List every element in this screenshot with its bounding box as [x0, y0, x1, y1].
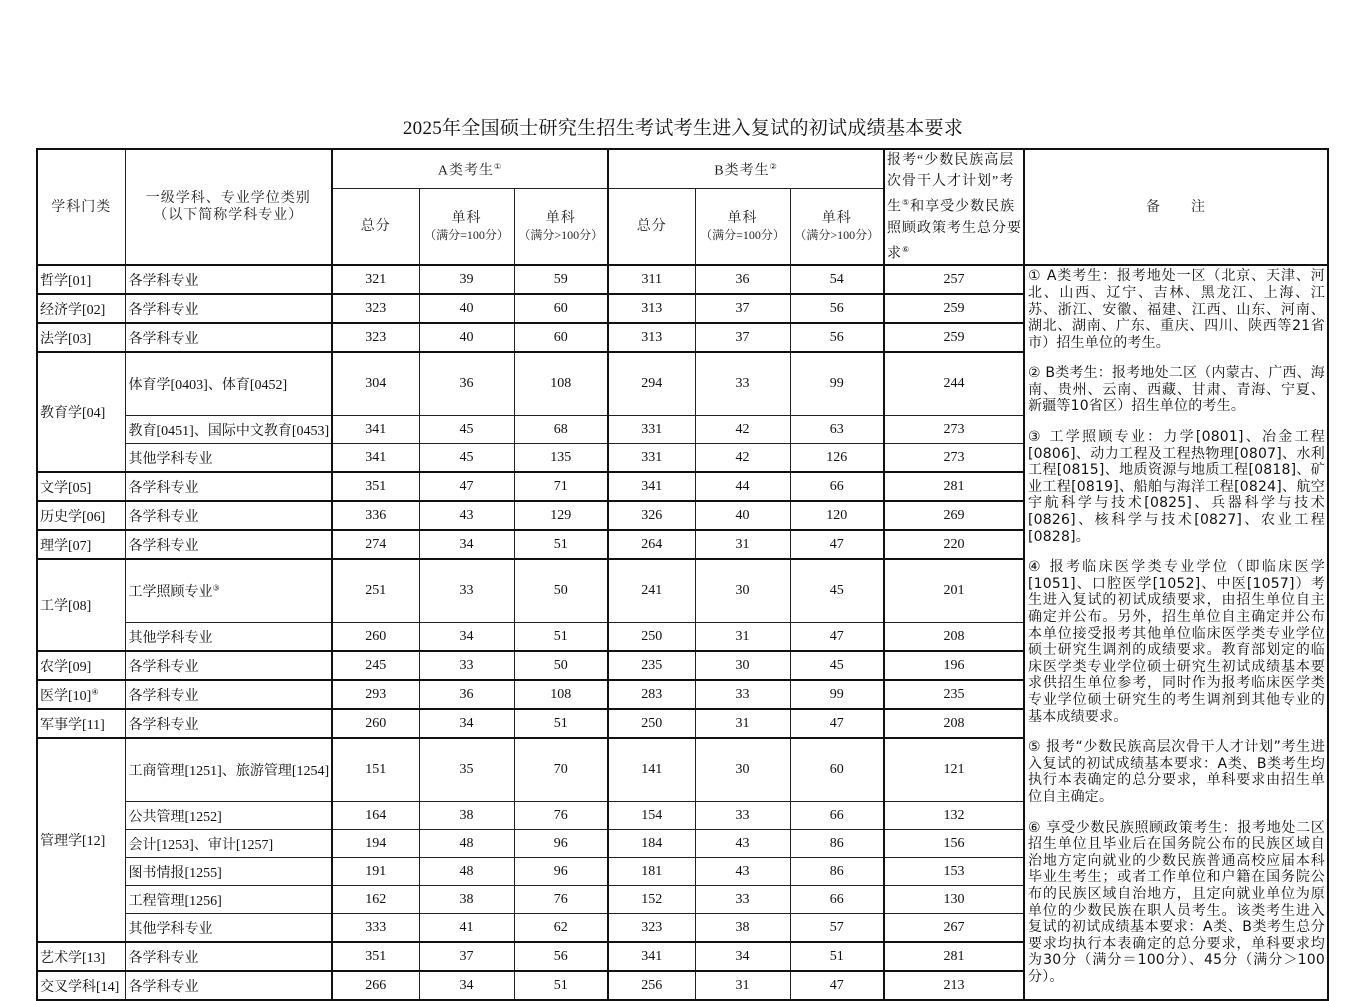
subject-label: 会计[1253]、审计[1257] — [128, 837, 274, 853]
subject-cell — [125, 830, 332, 858]
b-sgt-cell: 47 — [790, 623, 884, 652]
b-total-cell: 294 — [608, 352, 695, 416]
b-s100-cell: 40 — [695, 501, 790, 530]
a-s100-cell: 34 — [419, 623, 514, 652]
a-total-cell: 260 — [332, 623, 419, 652]
b-sgt-cell: 51 — [790, 942, 884, 971]
header-single-label: 单科 — [451, 210, 482, 226]
header-b-total: 总分 — [608, 189, 695, 266]
a-total-cell: 164 — [332, 802, 419, 830]
subject-label: 其他学科专业 — [128, 630, 213, 646]
a-s100-cell: 39 — [419, 265, 514, 294]
table-row — [37, 265, 1328, 294]
b-sgt-cell: 47 — [790, 709, 884, 738]
header-single-note: （满分=100分） — [700, 227, 785, 242]
category-cell — [37, 559, 125, 651]
a-s100-cell: 37 — [419, 942, 514, 971]
header-a-total: 总分 — [332, 189, 419, 266]
b-s100-cell: 43 — [695, 858, 790, 886]
minority-cell: 235 — [884, 680, 1024, 709]
b-total-cell: 250 — [608, 709, 695, 738]
subject-label: 工商管理[1251]、旅游管理[1254] — [128, 764, 330, 780]
a-sgt-cell: 70 — [514, 738, 608, 802]
a-s100-cell: 36 — [419, 680, 514, 709]
header-subject-line2: （以下简称学科专业） — [153, 208, 304, 224]
subject-label: 各学科专业 — [128, 717, 199, 733]
header-group-a-label: A类考生 — [437, 163, 494, 179]
category-label: 交叉学科[14] — [40, 979, 120, 995]
b-total-cell: 152 — [608, 886, 695, 914]
a-s100-cell: 45 — [419, 416, 514, 444]
header-single-label: 单科 — [821, 210, 852, 226]
remark-note: ① A类考生：报考地处一区（北京、天津、河北、山西、辽宁、吉林、黑龙江、上海、江苏、浙江、安徽、福建、江西、山东、河南、湖北、湖南、广东、重庆、四川、陕西等21省市）招生单位的考生。 — [1028, 268, 1325, 351]
b-sgt-cell: 86 — [790, 830, 884, 858]
b-total-cell: 313 — [608, 294, 695, 323]
subject-cell — [125, 738, 332, 802]
minority-cell: 257 — [884, 265, 1024, 294]
a-total-cell: 323 — [332, 323, 419, 352]
minority-cell: 259 — [884, 294, 1024, 323]
a-total-cell: 341 — [332, 416, 419, 444]
a-total-cell: 341 — [332, 444, 419, 473]
subject-label: 教育[0451]、国际中文教育[0453] — [128, 423, 330, 439]
b-s100-cell: 42 — [695, 416, 790, 444]
b-sgt-cell: 56 — [790, 323, 884, 352]
a-total-cell: 245 — [332, 651, 419, 680]
header-single-note: （满分>100分） — [518, 227, 604, 242]
category-label: 文学[05] — [40, 480, 92, 496]
b-s100-cell: 31 — [695, 709, 790, 738]
b-s100-cell: 33 — [695, 680, 790, 709]
a-s100-cell: 45 — [419, 444, 514, 473]
minority-cell: 273 — [884, 416, 1024, 444]
a-sgt-cell: 51 — [514, 709, 608, 738]
minority-cell: 132 — [884, 802, 1024, 830]
b-total-cell: 283 — [608, 680, 695, 709]
a-total-cell: 323 — [332, 294, 419, 323]
a-s100-cell: 40 — [419, 294, 514, 323]
b-total-cell: 311 — [608, 265, 695, 294]
subject-cell — [125, 472, 332, 501]
b-s100-cell: 31 — [695, 971, 790, 1000]
category-cell — [37, 709, 125, 738]
footnote-marker: ① — [493, 162, 503, 172]
b-s100-cell: 30 — [695, 738, 790, 802]
b-total-cell: 181 — [608, 858, 695, 886]
minority-cell: 208 — [884, 623, 1024, 652]
category-label: 工学[08] — [40, 599, 92, 615]
a-total-cell: 304 — [332, 352, 419, 416]
header-subject-line1: 一级学科、专业学位类别 — [145, 191, 311, 207]
a-s100-cell: 34 — [419, 709, 514, 738]
a-sgt-cell: 51 — [514, 623, 608, 652]
b-sgt-cell: 120 — [790, 501, 884, 530]
a-total-cell: 293 — [332, 680, 419, 709]
a-sgt-cell: 60 — [514, 294, 608, 323]
b-s100-cell: 44 — [695, 472, 790, 501]
subject-cell — [125, 559, 332, 623]
a-s100-cell: 43 — [419, 501, 514, 530]
category-cell — [37, 265, 125, 294]
subject-label: 各学科专业 — [128, 302, 199, 318]
a-sgt-cell: 56 — [514, 942, 608, 971]
subject-cell — [125, 680, 332, 709]
b-total-cell: 184 — [608, 830, 695, 858]
b-s100-cell: 34 — [695, 942, 790, 971]
remarks-cell — [1024, 265, 1328, 1000]
b-total-cell: 241 — [608, 559, 695, 623]
subject-cell — [125, 352, 332, 416]
a-sgt-cell: 51 — [514, 971, 608, 1000]
b-s100-cell: 38 — [695, 914, 790, 943]
a-s100-cell: 33 — [419, 651, 514, 680]
b-sgt-cell: 66 — [790, 802, 884, 830]
minority-cell: 281 — [884, 472, 1024, 501]
a-sgt-cell: 50 — [514, 559, 608, 623]
header-remarks: 备 注 — [1024, 149, 1328, 265]
a-s100-cell: 48 — [419, 858, 514, 886]
b-s100-cell: 31 — [695, 530, 790, 559]
header-single-label: 单科 — [545, 210, 576, 226]
b-s100-cell: 31 — [695, 623, 790, 652]
a-sgt-cell: 108 — [514, 680, 608, 709]
a-s100-cell: 34 — [419, 530, 514, 559]
b-total-cell: 141 — [608, 738, 695, 802]
subject-label: 工学照顾专业 — [128, 585, 213, 601]
minority-cell: 153 — [884, 858, 1024, 886]
b-sgt-cell: 45 — [790, 651, 884, 680]
header-subject — [125, 149, 332, 265]
category-cell — [37, 651, 125, 680]
category-cell — [37, 323, 125, 352]
b-total-cell: 326 — [608, 501, 695, 530]
subject-cell — [125, 971, 332, 1000]
a-sgt-cell: 71 — [514, 472, 608, 501]
page-title: 2025年全国硕士研究生招生考试考生进入复试的初试成绩基本要求 — [402, 118, 964, 139]
score-requirements-table — [36, 148, 1329, 1001]
a-sgt-cell: 51 — [514, 530, 608, 559]
a-total-cell: 274 — [332, 530, 419, 559]
subject-cell — [125, 265, 332, 294]
category-cell — [37, 530, 125, 559]
category-label: 管理学[12] — [40, 834, 106, 850]
footnote-marker: ② — [769, 162, 778, 172]
remark-note: ④ 报考临床医学类专业学位（即临床医学[1051]、口腔医学[1052]、中医[1057]）考生进入复试的初试成绩要求，由招生单位自主确定并公布。另外，招生单位自主确定并公布本单位接受报考其他单位临床医学类专业学位硕士研究生调剂的成绩要求。教育部划定的临床医学类专业学位硕士研究生初试成绩基本要求供招生单位参考，同时作为报考临床医学类专业学位硕士研究生的考生调剂到其他专业的基本成绩要求。 — [1028, 559, 1325, 725]
b-total-cell: 341 — [608, 942, 695, 971]
a-total-cell: 351 — [332, 472, 419, 501]
a-sgt-cell: 108 — [514, 352, 608, 416]
minority-cell: 259 — [884, 323, 1024, 352]
subject-cell — [125, 942, 332, 971]
category-label: 理学[07] — [40, 538, 92, 554]
subject-cell — [125, 651, 332, 680]
b-sgt-cell: 63 — [790, 416, 884, 444]
b-sgt-cell: 45 — [790, 559, 884, 623]
a-sgt-cell: 62 — [514, 914, 608, 943]
header-single-label: 单科 — [727, 210, 758, 226]
a-s100-cell: 41 — [419, 914, 514, 943]
b-s100-cell: 30 — [695, 559, 790, 623]
a-s100-cell: 34 — [419, 971, 514, 1000]
a-sgt-cell: 129 — [514, 501, 608, 530]
header-single-note: （满分=100分） — [424, 227, 509, 242]
b-sgt-cell: 66 — [790, 886, 884, 914]
b-s100-cell: 30 — [695, 651, 790, 680]
a-sgt-cell: 76 — [514, 802, 608, 830]
a-total-cell: 251 — [332, 559, 419, 623]
b-sgt-cell: 60 — [790, 738, 884, 802]
minority-cell: 273 — [884, 444, 1024, 473]
b-s100-cell: 43 — [695, 830, 790, 858]
a-total-cell: 266 — [332, 971, 419, 1000]
subject-label: 各学科专业 — [128, 331, 199, 347]
subject-cell — [125, 323, 332, 352]
a-s100-cell: 47 — [419, 472, 514, 501]
subject-cell — [125, 416, 332, 444]
b-total-cell: 154 — [608, 802, 695, 830]
header-a-single-gt100 — [514, 189, 608, 266]
subject-cell — [125, 886, 332, 914]
category-label: 医学[10] — [40, 688, 92, 704]
minority-cell: 196 — [884, 651, 1024, 680]
footnote-marker: ⑥ — [902, 244, 911, 254]
a-sgt-cell: 76 — [514, 886, 608, 914]
subject-cell — [125, 623, 332, 652]
a-s100-cell: 38 — [419, 886, 514, 914]
b-total-cell: 331 — [608, 444, 695, 473]
a-s100-cell: 40 — [419, 323, 514, 352]
subject-label: 图书情报[1255] — [128, 865, 222, 881]
b-sgt-cell: 57 — [790, 914, 884, 943]
b-total-cell: 341 — [608, 472, 695, 501]
subject-cell — [125, 501, 332, 530]
subject-label: 各学科专业 — [128, 979, 199, 995]
category-cell — [37, 971, 125, 1000]
b-sgt-cell: 126 — [790, 444, 884, 473]
b-sgt-cell: 86 — [790, 858, 884, 886]
subject-cell — [125, 914, 332, 943]
b-total-cell: 331 — [608, 416, 695, 444]
minority-cell: 220 — [884, 530, 1024, 559]
b-total-cell: 313 — [608, 323, 695, 352]
a-total-cell: 260 — [332, 709, 419, 738]
minority-cell: 201 — [884, 559, 1024, 623]
subject-label: 各学科专业 — [128, 273, 199, 289]
header-group-b — [608, 149, 884, 189]
header-group-a — [332, 149, 608, 189]
header-a-single-100 — [419, 189, 514, 266]
b-s100-cell: 33 — [695, 352, 790, 416]
subject-label: 各学科专业 — [128, 480, 199, 496]
subject-label: 各学科专业 — [128, 950, 199, 966]
b-total-cell: 323 — [608, 914, 695, 943]
category-label: 历史学[06] — [40, 509, 106, 525]
category-label: 哲学[01] — [40, 273, 92, 289]
b-sgt-cell: 54 — [790, 265, 884, 294]
subject-label: 各学科专业 — [128, 538, 199, 554]
remark-note: ⑥ 享受少数民族照顾政策考生：报考地处二区招生单位且毕业后在国务院公布的民族区域自治地方定向就业的少数民族普通高校应届本科毕业生考生；或者工作单位和户籍在国务院公布的民族区域自治地方，且定向就业单位为原单位的少数民族在职人员考生。该类考生进入复试的初试成绩基本要求：A类、B类考生总分要求均执行本表确定的总分要求，单科要求均为30分（满分＝100分）、45分（满分＞100分）。 — [1028, 819, 1325, 985]
minority-cell: 208 — [884, 709, 1024, 738]
header-category: 学科门类 — [37, 149, 125, 265]
a-sgt-cell: 96 — [514, 858, 608, 886]
minority-cell: 281 — [884, 942, 1024, 971]
minority-cell: 213 — [884, 971, 1024, 1000]
a-sgt-cell: 68 — [514, 416, 608, 444]
category-cell — [37, 352, 125, 472]
minority-cell: 267 — [884, 914, 1024, 943]
b-sgt-cell: 47 — [790, 530, 884, 559]
b-total-cell: 264 — [608, 530, 695, 559]
b-sgt-cell: 56 — [790, 294, 884, 323]
header-minority-part1: 报考“少数民族高层次骨干人才计划”考生 — [887, 153, 1015, 215]
subject-cell — [125, 802, 332, 830]
header-minority — [884, 149, 1024, 265]
a-sgt-cell: 135 — [514, 444, 608, 473]
subject-cell — [125, 294, 332, 323]
footnote-marker: ③ — [212, 583, 220, 593]
header-minority-part2: 和享受少数民族照顾政策考生总分要求 — [887, 199, 1022, 262]
a-sgt-cell: 50 — [514, 651, 608, 680]
category-cell — [37, 501, 125, 530]
a-s100-cell: 48 — [419, 830, 514, 858]
header-group-b-label: B类考生 — [714, 163, 770, 179]
subject-cell — [125, 530, 332, 559]
a-total-cell: 321 — [332, 265, 419, 294]
a-total-cell: 191 — [332, 858, 419, 886]
a-total-cell: 194 — [332, 830, 419, 858]
category-label: 法学[03] — [40, 331, 92, 347]
a-total-cell: 162 — [332, 886, 419, 914]
category-cell — [37, 738, 125, 942]
subject-label: 其他学科专业 — [128, 451, 213, 467]
a-total-cell: 351 — [332, 942, 419, 971]
b-sgt-cell: 99 — [790, 352, 884, 416]
minority-cell: 244 — [884, 352, 1024, 416]
subject-cell — [125, 858, 332, 886]
b-sgt-cell: 47 — [790, 971, 884, 1000]
subject-label: 其他学科专业 — [128, 921, 213, 937]
b-s100-cell: 37 — [695, 294, 790, 323]
minority-cell: 121 — [884, 738, 1024, 802]
subject-label: 各学科专业 — [128, 509, 199, 525]
b-total-cell: 235 — [608, 651, 695, 680]
category-label: 教育学[04] — [40, 406, 106, 422]
header-single-note: （满分>100分） — [794, 227, 880, 242]
category-cell — [37, 680, 125, 709]
b-s100-cell: 42 — [695, 444, 790, 473]
subject-label: 工程管理[1256] — [128, 893, 222, 909]
subject-label: 公共管理[1252] — [128, 809, 222, 825]
b-total-cell: 250 — [608, 623, 695, 652]
footnote-marker: ⑤ — [902, 198, 911, 207]
subject-label: 各学科专业 — [128, 659, 199, 675]
a-sgt-cell: 96 — [514, 830, 608, 858]
category-label: 艺术学[13] — [40, 950, 106, 966]
header-b-single-100 — [695, 189, 790, 266]
category-cell — [37, 942, 125, 971]
remark-note: ⑤ 报考“少数民族高层次骨干人才计划”考生进入复试的初试成绩基本要求：A类、B类考生均执行本表确定的总分要求，单科要求由招生单位自主确定。 — [1028, 739, 1325, 805]
a-s100-cell: 35 — [419, 738, 514, 802]
b-total-cell: 256 — [608, 971, 695, 1000]
subject-label: 体育学[0403]、体育[0452] — [128, 378, 288, 394]
a-sgt-cell: 59 — [514, 265, 608, 294]
remark-note: ③ 工学照顾专业：力学[0801]、冶金工程[0806]、动力工程及工程热物理[0807]、水利工程[0815]、地质资源与地质工程[0818]、矿业工程[0819]、船舶与海洋工程[0824]、航空宇航科学与技术[0825]、兵器科学与技术[0826]、核科学与技术[0827]、农业工程[0828]。 — [1028, 429, 1325, 545]
minority-cell: 156 — [884, 830, 1024, 858]
a-s100-cell: 33 — [419, 559, 514, 623]
a-s100-cell: 36 — [419, 352, 514, 416]
a-sgt-cell: 60 — [514, 323, 608, 352]
remark-note: ② B类考生：报考地处二区（内蒙古、广西、海南、贵州、云南、西藏、甘肃、青海、宁夏、新疆等10省区）招生单位的考生。 — [1028, 365, 1326, 415]
subject-label: 各学科专业 — [128, 688, 199, 704]
header-b-single-gt100 — [790, 189, 884, 266]
b-s100-cell: 33 — [695, 802, 790, 830]
category-cell — [37, 294, 125, 323]
b-s100-cell: 37 — [695, 323, 790, 352]
minority-cell: 130 — [884, 886, 1024, 914]
b-s100-cell: 33 — [695, 886, 790, 914]
a-total-cell: 151 — [332, 738, 419, 802]
b-sgt-cell: 66 — [790, 472, 884, 501]
category-label: 农学[09] — [40, 659, 92, 675]
a-total-cell: 333 — [332, 914, 419, 943]
a-total-cell: 336 — [332, 501, 419, 530]
b-sgt-cell: 99 — [790, 680, 884, 709]
category-cell — [37, 472, 125, 501]
category-label: 经济学[02] — [40, 302, 106, 318]
category-label: 军事学[11] — [40, 717, 105, 733]
subject-cell — [125, 709, 332, 738]
subject-cell — [125, 444, 332, 473]
b-s100-cell: 36 — [695, 265, 790, 294]
minority-cell: 269 — [884, 501, 1024, 530]
a-s100-cell: 38 — [419, 802, 514, 830]
footnote-marker: ④ — [91, 687, 99, 697]
